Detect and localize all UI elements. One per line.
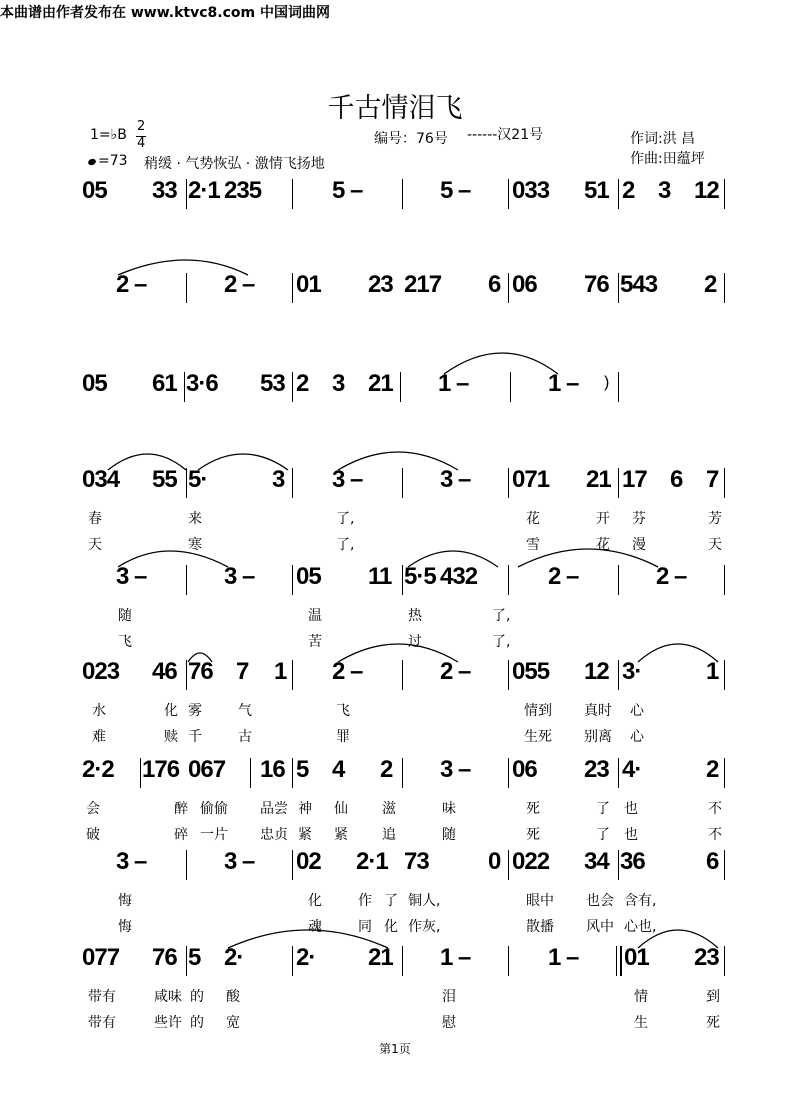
note-group: 5 bbox=[188, 944, 201, 971]
lyric-syllable: 热 bbox=[408, 608, 422, 624]
lyric-syllable: 也 bbox=[624, 801, 638, 817]
note-group: 05 bbox=[296, 563, 321, 590]
note-group: 2 bbox=[704, 271, 717, 298]
note-group: 1 – bbox=[548, 370, 579, 397]
lyric-syllable: 带有 bbox=[88, 989, 116, 1005]
bar-line bbox=[292, 660, 293, 690]
score-number: 编号：76号 bbox=[374, 131, 448, 147]
lyric-syllable: 不 bbox=[708, 827, 722, 843]
bar-line bbox=[402, 565, 403, 595]
repeat-bar-line bbox=[620, 946, 622, 976]
note-group: 6 bbox=[670, 466, 683, 493]
lyrics-verse-1 bbox=[78, 798, 728, 818]
lyric-syllable: 天 bbox=[708, 537, 722, 553]
bar-line bbox=[292, 565, 293, 595]
note-group: 2 bbox=[622, 177, 635, 204]
note-group: 1 – bbox=[440, 944, 471, 971]
note-group: 12 bbox=[694, 177, 719, 204]
lyric-syllable: 作 bbox=[358, 893, 372, 909]
note-group: 6 bbox=[488, 271, 501, 298]
note-group: 2 – bbox=[116, 271, 147, 298]
lyric-syllable: 了, bbox=[492, 608, 511, 624]
lyric-syllable: 过 bbox=[408, 634, 422, 650]
note-group: 1 – bbox=[548, 944, 579, 971]
note-group: 3 – bbox=[224, 563, 255, 590]
lyric-syllable: 同 bbox=[358, 919, 372, 935]
note-group: 2 bbox=[380, 756, 393, 783]
lyric-syllable: 风中 bbox=[586, 919, 614, 935]
repeat-bar-line bbox=[616, 946, 617, 976]
note-group: 34 bbox=[584, 848, 609, 875]
lyric-syllable: 含有, bbox=[624, 893, 657, 909]
note-group: 543 bbox=[620, 271, 658, 298]
lyric-syllable: 飞 bbox=[336, 703, 350, 719]
note-group: 2 – bbox=[656, 563, 687, 590]
song-title: 千古情泪飞 bbox=[327, 93, 463, 124]
notes-line bbox=[78, 177, 728, 211]
lyric-syllable: 寒 bbox=[188, 537, 202, 553]
lyric-syllable: 酸 bbox=[226, 989, 240, 1005]
note-group: 2 – bbox=[332, 658, 363, 685]
quarter-note-icon bbox=[87, 158, 97, 166]
bar-line bbox=[508, 565, 509, 595]
lyric-syllable: 不 bbox=[708, 801, 722, 817]
lyrics-verse-2 bbox=[78, 824, 728, 844]
note-group: 51 bbox=[584, 177, 609, 204]
lyric-syllable: 情到 bbox=[524, 703, 552, 719]
lyric-syllable: 铜人, bbox=[408, 893, 441, 909]
bar-line bbox=[250, 758, 251, 788]
lyric-syllable: 难 bbox=[92, 729, 106, 745]
bar-line bbox=[184, 372, 185, 402]
bar-line bbox=[186, 660, 187, 690]
note-group: 23 bbox=[584, 756, 609, 783]
lyric-syllable: 漫 bbox=[632, 537, 646, 553]
lyric-syllable: 死 bbox=[526, 827, 540, 843]
lyric-syllable: 化 bbox=[384, 919, 398, 935]
bar-line bbox=[508, 273, 509, 303]
bar-line bbox=[618, 179, 619, 209]
bar-line bbox=[618, 468, 619, 498]
note-group: 76 bbox=[152, 944, 177, 971]
note-group: 3 – bbox=[440, 756, 471, 783]
lyric-syllable: 紧 bbox=[298, 827, 312, 843]
note-group: 3 – bbox=[116, 848, 147, 875]
lyric-syllable: 仙 bbox=[334, 801, 348, 817]
note-group: 17 bbox=[622, 466, 647, 493]
notes-line bbox=[78, 756, 728, 790]
bar-line bbox=[724, 946, 725, 976]
bar-line bbox=[724, 468, 725, 498]
time-signature-denominator: 4 bbox=[137, 136, 146, 151]
lyric-syllable: 了 bbox=[596, 801, 610, 817]
page-number: 第1页 bbox=[379, 1042, 411, 1056]
note-group: 06 bbox=[512, 756, 537, 783]
bar-line bbox=[402, 660, 403, 690]
lyric-syllable: 化 bbox=[308, 893, 322, 909]
bar-line bbox=[508, 850, 509, 880]
note-group: 176 bbox=[142, 756, 180, 783]
note-group: 2 – bbox=[440, 658, 471, 685]
lyric-syllable: 开 bbox=[596, 511, 610, 527]
note-group: 034 bbox=[82, 466, 120, 493]
note-group: 11 bbox=[368, 563, 392, 590]
note-group: 0 bbox=[488, 848, 501, 875]
note-group: 6 bbox=[706, 848, 719, 875]
lyric-syllable: 会 bbox=[86, 801, 100, 817]
bar-line bbox=[402, 946, 403, 976]
bar-line bbox=[724, 850, 725, 880]
note-group: 2·1 bbox=[356, 848, 388, 875]
bar-line bbox=[508, 758, 509, 788]
lyrics-verse-1 bbox=[78, 508, 728, 528]
note-group: 12 bbox=[584, 658, 609, 685]
lyrics-verse-1 bbox=[78, 986, 728, 1006]
note-group: 76 bbox=[584, 271, 609, 298]
note-group: 2 bbox=[706, 756, 719, 783]
lyric-syllable: 飞 bbox=[118, 634, 132, 650]
source-banner: 本曲谱由作者发布在 www.ktvc8.com 中国词曲网 bbox=[0, 5, 330, 21]
lyric-syllable: 心 bbox=[630, 703, 644, 719]
note-group: 3· bbox=[622, 658, 642, 685]
bar-line bbox=[186, 850, 187, 880]
bar-line bbox=[186, 565, 187, 595]
score-series: ------汉21号 bbox=[467, 127, 544, 143]
note-group: 1 – bbox=[438, 370, 469, 397]
bar-line bbox=[508, 946, 509, 976]
lyric-syllable: 一片 bbox=[200, 827, 228, 843]
note-group: 3 – bbox=[116, 563, 147, 590]
lyric-syllable: 了, bbox=[492, 634, 511, 650]
lyric-syllable: 生 bbox=[634, 1015, 648, 1031]
note-group: 61 bbox=[152, 370, 177, 397]
bar-line bbox=[292, 273, 293, 303]
lyric-syllable: 随 bbox=[442, 827, 456, 843]
note-group: 1 bbox=[706, 658, 719, 685]
bar-line bbox=[724, 758, 725, 788]
note-group: 7 bbox=[236, 658, 249, 685]
lyric-syllable: 心 bbox=[630, 729, 644, 745]
lyric-syllable: 来 bbox=[188, 511, 202, 527]
lyric-syllable: 宽 bbox=[226, 1015, 240, 1031]
lyric-syllable: 也 bbox=[624, 827, 638, 843]
lyric-syllable: 的 bbox=[190, 989, 204, 1005]
note-group: 1 bbox=[274, 658, 287, 685]
note-group: 2 – bbox=[224, 271, 255, 298]
lyric-syllable: 死 bbox=[706, 1015, 720, 1031]
bar-line bbox=[724, 273, 725, 303]
lyric-syllable: 碎 bbox=[174, 827, 188, 843]
notes-line bbox=[78, 271, 728, 305]
note-group: 055 bbox=[512, 658, 550, 685]
bar-line bbox=[724, 565, 725, 595]
lyric-syllable: 悔 bbox=[118, 893, 132, 909]
note-group: 2·1 bbox=[188, 177, 220, 204]
lyric-syllable: 化 bbox=[164, 703, 178, 719]
lyric-syllable: 了 bbox=[384, 893, 398, 909]
lyric-syllable: 作灰, bbox=[408, 919, 441, 935]
lyric-syllable: 追 bbox=[382, 827, 396, 843]
bar-line bbox=[510, 372, 511, 402]
lyric-syllable: 千 bbox=[188, 729, 202, 745]
bar-line bbox=[402, 179, 403, 209]
lyric-syllable: 眼中 bbox=[526, 893, 554, 909]
note-group: 5· bbox=[188, 466, 208, 493]
closing-parenthesis: ) bbox=[604, 374, 609, 391]
note-group: 217 bbox=[404, 271, 442, 298]
note-group: 02 bbox=[296, 848, 321, 875]
lyric-syllable: 别离 bbox=[584, 729, 612, 745]
note-group: 5 – bbox=[332, 177, 363, 204]
note-group: 05 bbox=[82, 370, 107, 397]
note-group: 4 bbox=[332, 756, 345, 783]
bar-line bbox=[292, 850, 293, 880]
note-group: 73 bbox=[404, 848, 429, 875]
bar-line bbox=[724, 660, 725, 690]
notes-line bbox=[78, 848, 728, 882]
note-group: 432 bbox=[440, 563, 478, 590]
note-group: 4· bbox=[622, 756, 642, 783]
note-group: 53 bbox=[260, 370, 285, 397]
note-group: 235 bbox=[224, 177, 262, 204]
lyrics-verse-1 bbox=[78, 890, 728, 910]
note-group: 2 bbox=[296, 370, 309, 397]
bar-line bbox=[186, 273, 187, 303]
lyric-syllable: 的 bbox=[190, 1015, 204, 1031]
bar-line bbox=[140, 758, 141, 788]
expression-marking: 稍缓 · 气势恢弘 · 激情飞扬地 bbox=[144, 156, 325, 172]
bar-line bbox=[186, 179, 187, 209]
note-group: 23 bbox=[694, 944, 719, 971]
bar-line bbox=[618, 372, 619, 402]
lyrics-verse-2 bbox=[78, 1012, 728, 1032]
bar-line bbox=[508, 660, 509, 690]
lyric-syllable: 随 bbox=[118, 608, 132, 624]
note-group: 3 – bbox=[224, 848, 255, 875]
lyric-syllable: 死 bbox=[526, 801, 540, 817]
note-group: 2·2 bbox=[82, 756, 114, 783]
bar-line bbox=[618, 273, 619, 303]
note-group: 033 bbox=[512, 177, 550, 204]
lyric-syllable: 偷偷 bbox=[200, 801, 228, 817]
note-group: 55 bbox=[152, 466, 177, 493]
bar-line bbox=[402, 758, 403, 788]
lyric-syllable: 心也, bbox=[624, 919, 657, 935]
bar-line bbox=[508, 468, 509, 498]
lyric-syllable: 罪 bbox=[336, 729, 350, 745]
tempo-value: =73 bbox=[98, 153, 128, 169]
lyric-syllable: 悔 bbox=[118, 919, 132, 935]
notes-line bbox=[78, 944, 728, 978]
note-group: 76 bbox=[188, 658, 213, 685]
note-group: 21 bbox=[368, 944, 393, 971]
bar-line bbox=[186, 946, 187, 976]
lyric-syllable: 慰 bbox=[442, 1015, 456, 1031]
note-group: 16 bbox=[260, 756, 285, 783]
lyric-syllable: 春 bbox=[88, 511, 102, 527]
lyric-syllable: 雪 bbox=[526, 537, 540, 553]
composer: 作曲:田蕴坪 bbox=[630, 151, 705, 167]
lyric-syllable: 水 bbox=[92, 703, 106, 719]
lyric-syllable: 忠贞 bbox=[260, 827, 288, 843]
notes-line bbox=[78, 370, 728, 404]
note-group: 022 bbox=[512, 848, 550, 875]
lyric-syllable: 神 bbox=[298, 801, 312, 817]
bar-line bbox=[618, 660, 619, 690]
lyric-syllable: 古 bbox=[238, 729, 252, 745]
lyric-syllable: 到 bbox=[706, 989, 720, 1005]
lyric-syllable: 了 bbox=[596, 827, 610, 843]
lyric-syllable: 情 bbox=[634, 989, 648, 1005]
lyric-syllable: 了, bbox=[336, 511, 355, 527]
note-group: 2 – bbox=[548, 563, 579, 590]
bar-line bbox=[292, 758, 293, 788]
lyric-syllable: 了, bbox=[336, 537, 355, 553]
lyric-syllable: 雾 bbox=[188, 703, 202, 719]
lyric-syllable: 花 bbox=[596, 537, 610, 553]
lyric-syllable: 气 bbox=[238, 703, 252, 719]
lyric-syllable: 味 bbox=[442, 801, 456, 817]
lyric-syllable: 生死 bbox=[524, 729, 552, 745]
note-group: 2· bbox=[296, 944, 316, 971]
note-group: 21 bbox=[586, 466, 611, 493]
lyric-syllable: 真时 bbox=[584, 703, 612, 719]
note-group: 5 bbox=[296, 756, 309, 783]
lyric-syllable: 品尝 bbox=[260, 801, 288, 817]
note-group: 06 bbox=[512, 271, 537, 298]
lyric-syllable: 泪 bbox=[442, 989, 456, 1005]
lyrics-verse-2 bbox=[78, 726, 728, 746]
lyrics-verse-1 bbox=[78, 700, 728, 720]
note-group: 071 bbox=[512, 466, 550, 493]
bar-line bbox=[292, 372, 293, 402]
lyric-syllable: 也会 bbox=[586, 893, 614, 909]
note-group: 23 bbox=[368, 271, 393, 298]
bar-line bbox=[400, 372, 401, 402]
lyric-syllable: 破 bbox=[86, 827, 100, 843]
bar-line bbox=[292, 946, 293, 976]
bar-line bbox=[292, 179, 293, 209]
note-group: 46 bbox=[152, 658, 177, 685]
note-group: 5 – bbox=[440, 177, 471, 204]
note-group: 01 bbox=[624, 944, 649, 971]
note-group: 077 bbox=[82, 944, 120, 971]
note-group: 36 bbox=[620, 848, 645, 875]
lyric-syllable: 醉 bbox=[174, 801, 188, 817]
note-group: 3 bbox=[332, 370, 345, 397]
bar-line bbox=[402, 468, 403, 498]
lyric-syllable: 带有 bbox=[88, 1015, 116, 1031]
lyric-syllable: 赎 bbox=[164, 729, 178, 745]
note-group: 3 bbox=[658, 177, 671, 204]
lyric-syllable: 花 bbox=[526, 511, 540, 527]
bar-line bbox=[618, 758, 619, 788]
lyric-syllable: 苦 bbox=[308, 634, 322, 650]
note-group: 3·6 bbox=[186, 370, 218, 397]
bar-line bbox=[724, 179, 725, 209]
lyric-syllable: 滋 bbox=[382, 801, 396, 817]
bar-line bbox=[618, 565, 619, 595]
time-signature-numerator: 2 bbox=[137, 119, 146, 134]
note-group: 5·5 bbox=[404, 563, 436, 590]
lyric-syllable: 散播 bbox=[526, 919, 554, 935]
note-group: 3 bbox=[272, 466, 285, 493]
lyric-syllable: 芳 bbox=[708, 511, 722, 527]
tempo-marking bbox=[88, 153, 128, 169]
bar-line bbox=[292, 468, 293, 498]
note-group: 7 bbox=[706, 466, 719, 493]
lyricist: 作词:洪 昌 bbox=[630, 131, 696, 147]
bar-line bbox=[618, 850, 619, 880]
note-group: 2· bbox=[224, 944, 244, 971]
lyric-syllable: 些许 bbox=[154, 1015, 182, 1031]
bar-line bbox=[186, 468, 187, 498]
lyric-syllable: 魂 bbox=[308, 919, 322, 935]
note-group: 05 bbox=[82, 177, 107, 204]
note-group: 3 – bbox=[440, 466, 471, 493]
lyrics-verse-1 bbox=[78, 605, 728, 625]
note-group: 023 bbox=[82, 658, 120, 685]
key-signature: 1=♭B bbox=[90, 127, 127, 143]
notes-line bbox=[78, 658, 728, 692]
bar-line bbox=[508, 179, 509, 209]
note-group: 21 bbox=[368, 370, 393, 397]
lyric-syllable: 温 bbox=[308, 608, 322, 624]
note-group: 01 bbox=[296, 271, 321, 298]
lyric-syllable: 天 bbox=[88, 537, 102, 553]
notes-line bbox=[78, 466, 728, 500]
notes-line bbox=[78, 563, 728, 597]
lyric-syllable: 紧 bbox=[334, 827, 348, 843]
note-group: 3 – bbox=[332, 466, 363, 493]
note-group: 33 bbox=[152, 177, 177, 204]
lyric-syllable: 芬 bbox=[632, 511, 646, 527]
note-group: 067 bbox=[188, 756, 226, 783]
lyric-syllable: 咸味 bbox=[154, 989, 182, 1005]
